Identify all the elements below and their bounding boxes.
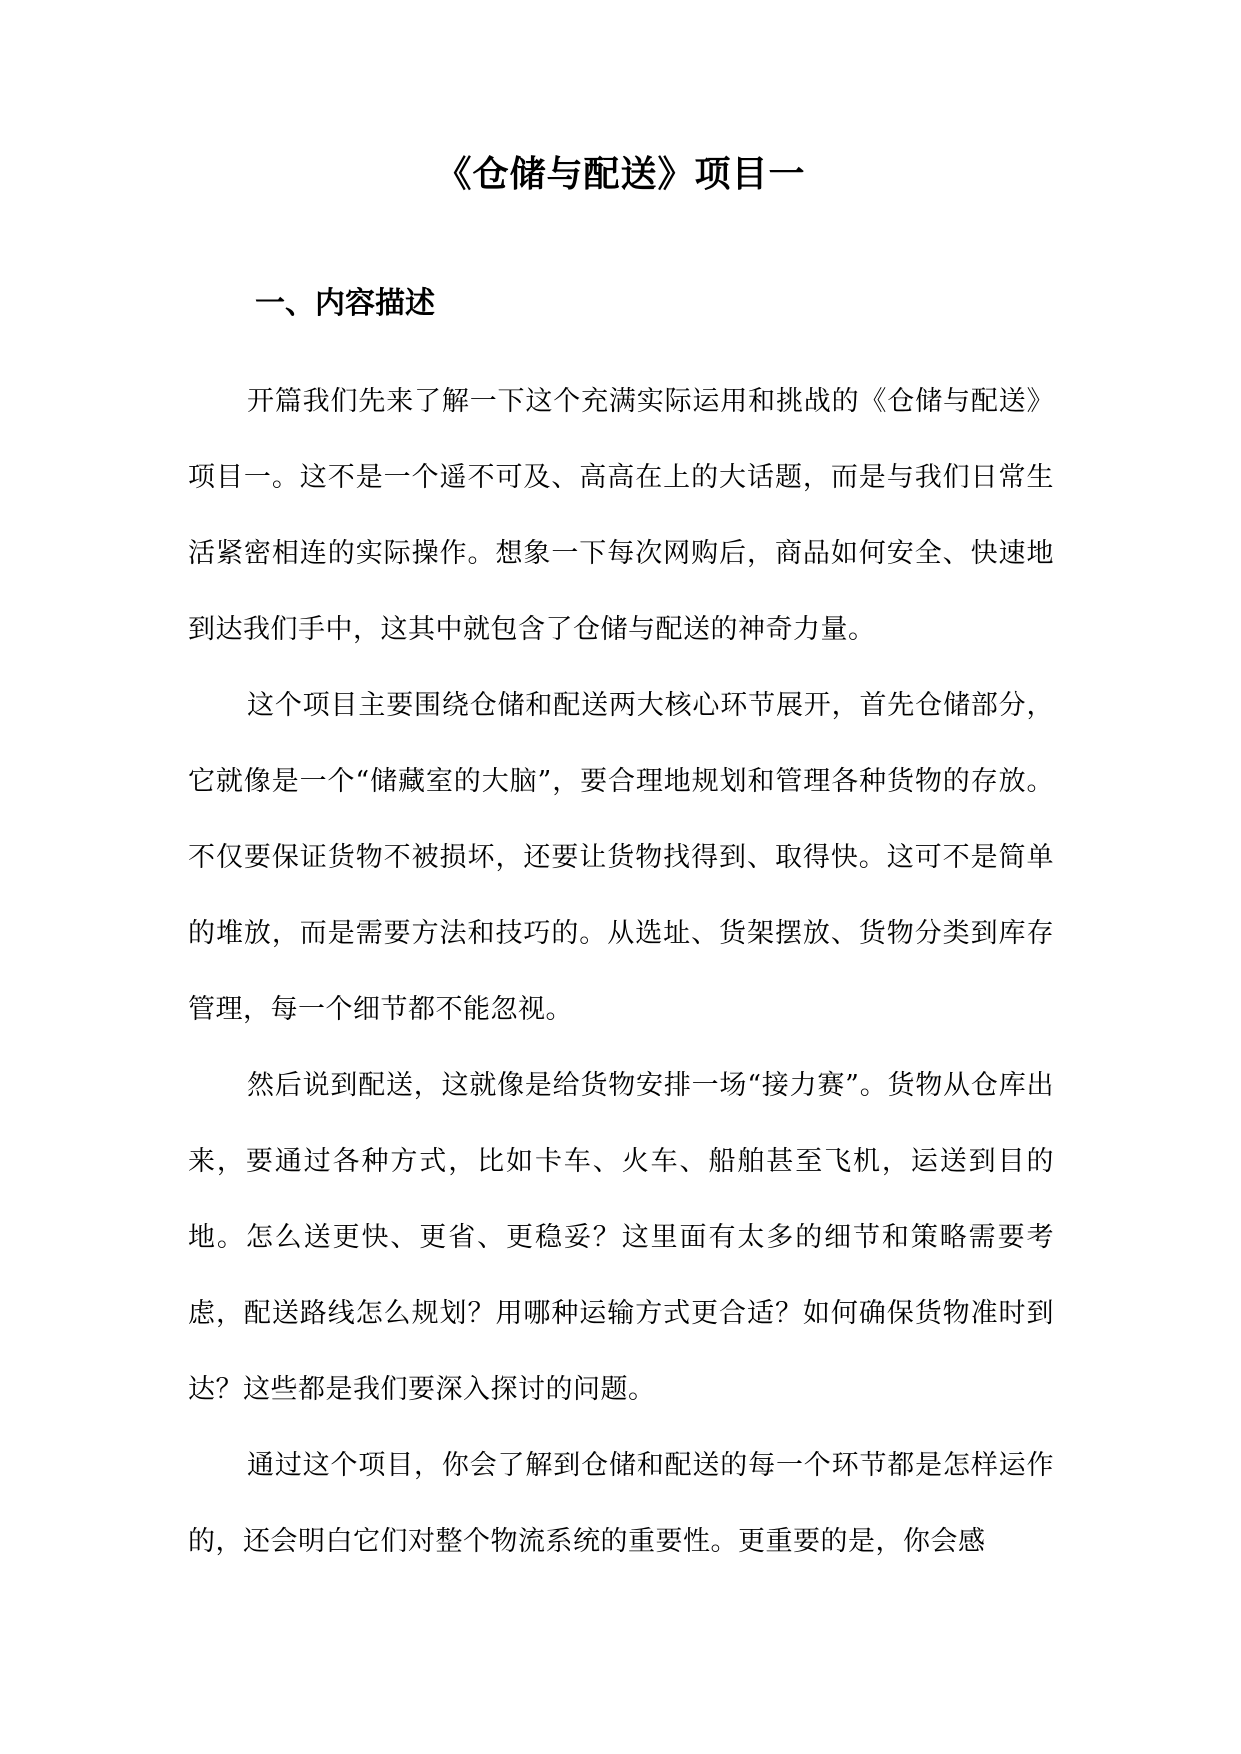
document-title: 《仓储与配送》项目一 bbox=[435, 154, 806, 195]
paragraph: 这个项目主要围绕仓储和配送两大核心环节展开，首先仓储部分，它就像是一个“储藏室的大脑”，要合理地规划和管理各种货物的存放。不仅要保证货物不被损坏，还要让货物找得到、取得快。这可不是简单的堆放，而是需要方法和技巧的。从选址、货架摆放、货物分类到库存管理，每一个细节都不能忽视。 bbox=[188, 690, 1054, 1025]
paragraph: 通过这个项目，你会了解到仓储和配送的每一个环节都是怎样运作的，还会明白它们对整个物流系统的重要性。更重要的是，你会感 bbox=[188, 1450, 1054, 1557]
body-text bbox=[188, 364, 1054, 1580]
section-heading: 一、内容描述 bbox=[255, 286, 435, 321]
paragraph: 然后说到配送，这就像是给货物安排一场“接力赛”。货物从仓库出来，要通过各种方式，比如卡车、火车、船舶甚至飞机，运送到目的地。怎么送更快、更省、更稳妥？这里面有太多的细节和策略需要考虑，配送路线怎么规划？用哪种运输方式更合适？如何确保货物准时到达？这些都是我们要深入探讨的问题。 bbox=[188, 1070, 1054, 1405]
paragraph: 开篇我们先来了解一下这个充满实际运用和挑战的《仓储与配送》项目一。这不是一个遥不可及、高高在上的大话题，而是与我们日常生活紧密相连的实际操作。想象一下每次网购后，商品如何安全、快速地到达我们手中，这其中就包含了仓储与配送的神奇力量。 bbox=[188, 386, 1054, 645]
